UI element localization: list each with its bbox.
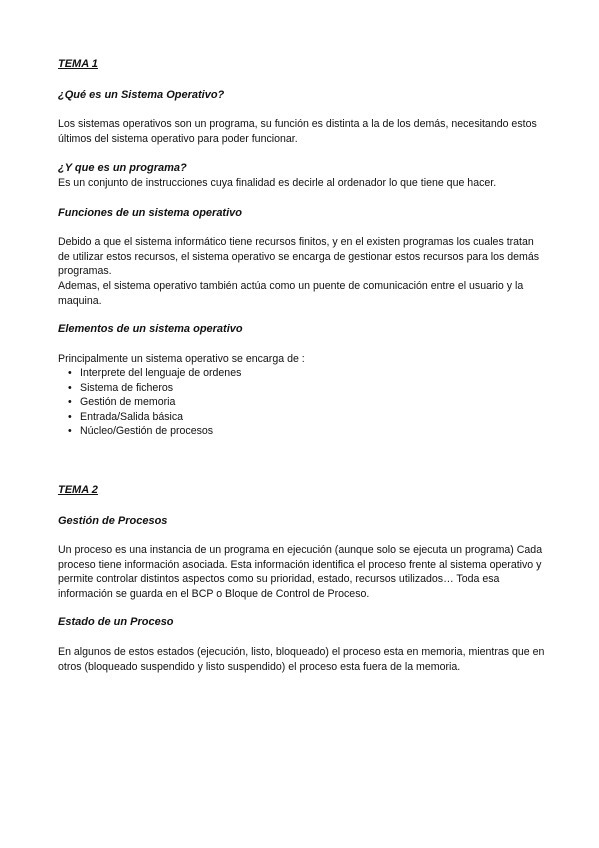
elementos-heading: Elementos de un sistema operativo (58, 323, 243, 335)
q1-heading: ¿Qué es un Sistema Operativo? (58, 89, 225, 101)
list-item: • Interprete del lenguaje de ordenes (68, 366, 558, 381)
list-item: • Entrada/Salida básica (68, 410, 558, 425)
funciones-paragraph-2: Ademas, el sistema operativo también actúa como un puente de comunicación entre el usuario y la maquina. (58, 280, 524, 307)
tema1-title: TEMA 1 (58, 58, 98, 70)
elementos-list (58, 366, 558, 439)
gestion-heading: Gestión de Procesos (58, 515, 168, 527)
q2-text: Es un conjunto de instrucciones cuya finalidad es decirle al ordenador lo que tiene que hacer. (58, 177, 497, 189)
list-item: • Sistema de ficheros (68, 381, 558, 396)
list-item: • Gestión de memoria (68, 395, 558, 410)
estado-heading: Estado de un Proceso (58, 616, 174, 628)
list-item: • Núcleo/Gestión de procesos (68, 424, 558, 439)
tema2-title: TEMA 2 (58, 484, 98, 496)
gestion-text: Un proceso es una instancia de un programa en ejecución (aunque solo se ejecuta un programa) Cada proceso tiene información asociada. Esta información identifica el proceso frente al sistema operativo y permite controlar distintos aspectos como su prioridad, estado, recursos utilizados… Toda esa información se guarda en el BCP o Bloque de Control de Proceso. (58, 544, 543, 600)
q2-heading: ¿Y que es un programa? (58, 162, 187, 174)
funciones-paragraph-1: Debido a que el sistema informático tiene recursos finitos, y en el existen programas los cuales tratan de utilizar estos recursos, el sistema operativo se encarga de gestionar estos recursos para los demás programas. (58, 236, 540, 278)
funciones-heading: Funciones de un sistema operativo (58, 207, 242, 219)
estado-text: En algunos de estos estados (ejecución, listo, bloqueado) el proceso esta en memoria, mientras que en otros (bloqueado suspendido y listo suspendido) el proceso esta fuera de la memoria. (58, 646, 545, 673)
elementos-intro: Principalmente un sistema operativo se encarga de : (58, 353, 305, 365)
q1-text: Los sistemas operativos son un programa, su función es distinta a la de los demás, necesitando estos últimos del sistema operativo para poder funcionar. (58, 118, 537, 145)
